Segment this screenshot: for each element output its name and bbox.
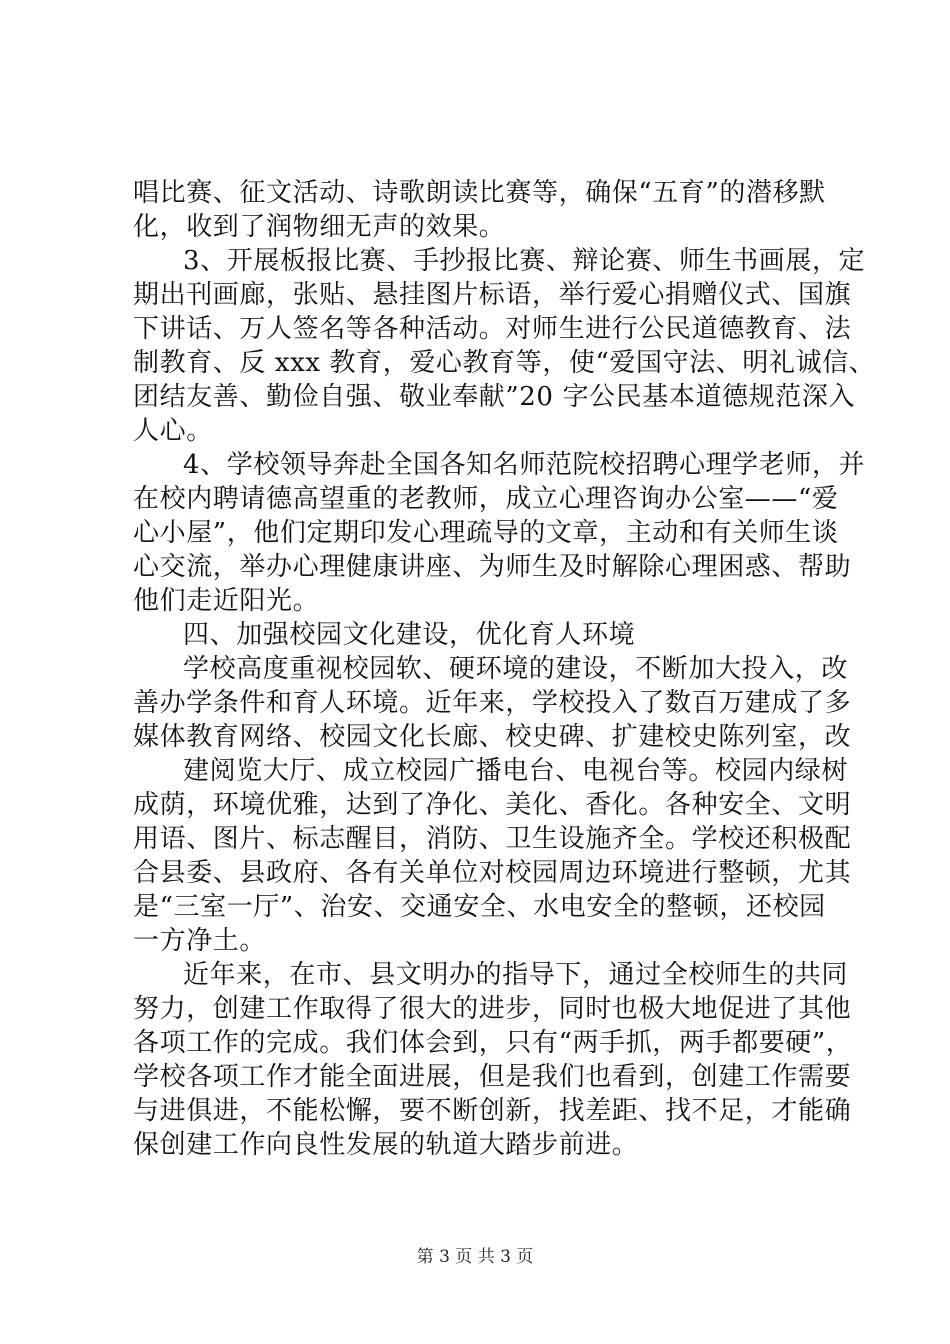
text-line: 3、开展板报比赛、手抄报比赛、辩论赛、师生书画展，定 [183, 246, 866, 276]
text-line: 近年来，在市、县文明办的指导下，通过全校师生的共同 [183, 960, 849, 990]
page-number-footer: 第 3 页 共 3 页 [416, 1247, 534, 1267]
section-heading: 四、加强校园文化建设，优化育人环境 [183, 620, 636, 650]
text-line: 学校高度重视校园软、硬环境的建设，不断加大投入，改 [183, 654, 849, 684]
text-line: 人心。 [133, 416, 213, 446]
text-line: 下讲话、万人签名等各种活动。对师生进行公民道德教育、法 [133, 314, 852, 344]
text-line: 心小屋”，他们定期印发心理疏导的文章，主动和有关师生谈 [133, 518, 839, 548]
text-line: 善办学条件和育人环境。近年来，学校投入了数百万建成了多 [133, 688, 852, 718]
text-line: 媒体教育网络、校园文化长廊、校史碑、扩建校史陈列室，改 [133, 722, 852, 752]
text-line: 期出刊画廊，张贴、悬挂图片标语，举行爱心捐赠仪式、国旗 [133, 280, 852, 310]
text-line: 一方净土。 [133, 926, 267, 956]
text-line: 合县委、县政府、各有关单位对校园周边环境进行整顿，尤其 [133, 858, 852, 888]
text-line: 在校内聘请德高望重的老教师，成立心理咨询办公室——“爱 [133, 484, 839, 514]
text-line: 用语、图片、标志醒目，消防、卫生设施齐全。学校还积极配 [133, 824, 852, 854]
text-line: 化，收到了润物细无声的效果。 [133, 212, 506, 242]
text-line: 唱比赛、征文活动、诗歌朗读比赛等，确保“五育”的潜移默 [133, 178, 826, 208]
text-line: 制教育、反 xxx 教育，爱心教育等，使“爱国守法、明礼诚信、 [133, 348, 876, 378]
text-line: 建阅览大厅、成立校园广播电台、电视台等。校园内绿树 [183, 756, 849, 786]
text-line: 努力，创建工作取得了很大的进步，同时也极大地促进了其他 [133, 994, 852, 1024]
text-line: 与进俱进，不能松懈，要不断创新，找差距、找不足，才能确 [133, 1096, 852, 1126]
text-line: 成荫，环境优雅，达到了净化、美化、香化。各种安全、文明 [133, 790, 852, 820]
text-line: 心交流，举办心理健康讲座、为师生及时解除心理困惑、帮助 [133, 552, 852, 582]
text-line: 4、学校领导奔赴全国各知名师范院校招聘心理学老师，并 [183, 450, 866, 480]
text-line: 是“三室一厅”、治安、交通安全、水电安全的整顿，还校园 [133, 892, 826, 922]
text-line: 学校各项工作才能全面进展，但是我们也看到，创建工作需要 [133, 1062, 852, 1092]
text-line: 他们走近阳光。 [133, 586, 320, 616]
text-line: 团结友善、勤俭自强、敬业奉献”20 字公民基本道德规范深入 [133, 382, 856, 412]
text-line: 各项工作的完成。我们体会到，只有“两手抓，两手都要硬”， [133, 1028, 853, 1058]
text-line: 保创建工作向良性发展的轨道大踏步前进。 [133, 1130, 639, 1160]
